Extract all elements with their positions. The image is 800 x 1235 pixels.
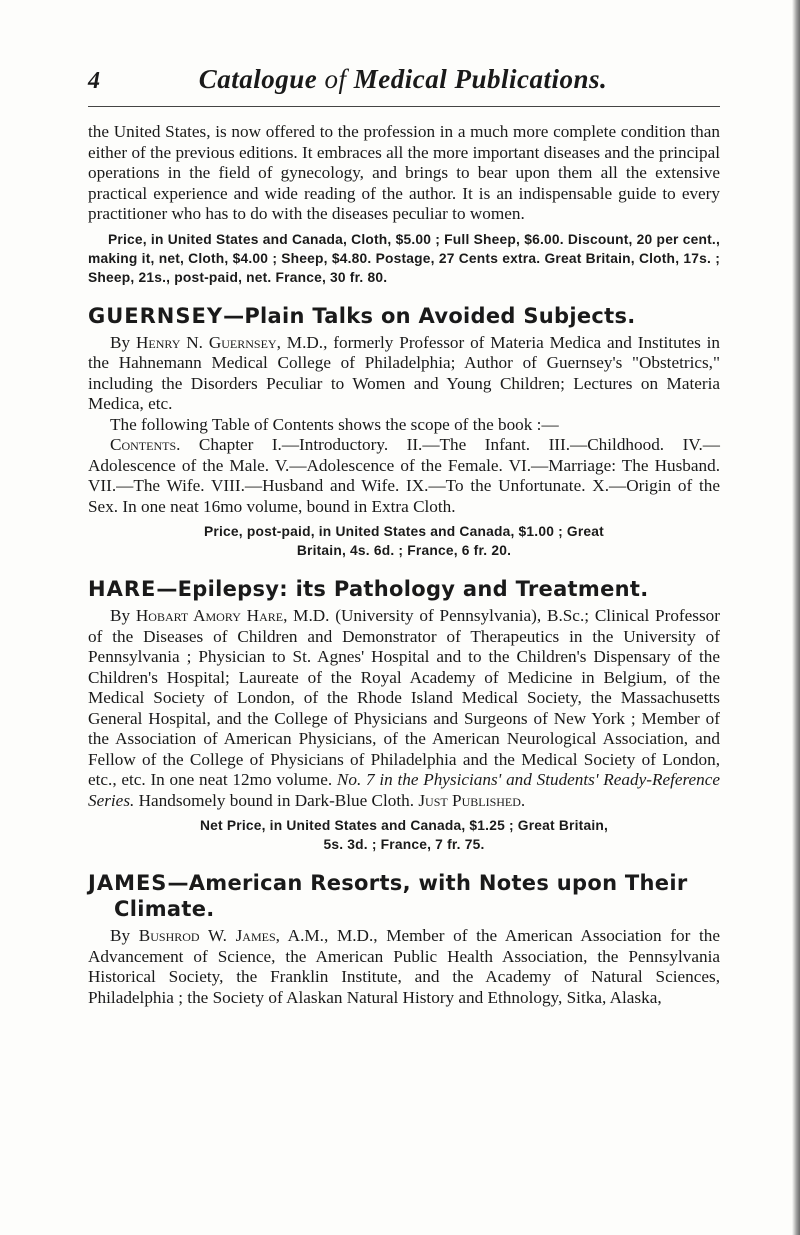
entry-heading-hare bbox=[88, 576, 720, 602]
page-number: 4 bbox=[88, 68, 100, 94]
page-body bbox=[88, 122, 720, 1008]
price-line-1: Price, post-paid, in United States and Canada, $1.00 ; Great bbox=[204, 524, 604, 539]
intro-price: Price, in United States and Canada, Cloth, $5.00 ; Full Sheep, $6.00. Discount, 20 per cent., making it, net, Cloth, $4.00 ; Sheep, $4.80. Postage, 27 Cents extra. Great Britain, Cloth, 17s. ; Sheep, 21s., post-paid, net. France, 30 fr. 80. bbox=[88, 231, 720, 285]
author-name: Bushrod W. James bbox=[138, 926, 276, 945]
author-description: , A.M., M.D., Member of the American Association for the Advancement of Science, the American Public Health Association, the Pennsylvania Historical Society, the Franklin Institute, and the Academy of Natural Sciences, Philadelphia ; the Society of Alaskan Natural History and Ethnology, Sitka, Alaska, bbox=[88, 926, 720, 1007]
entry-author-paragraph bbox=[88, 926, 720, 1008]
price-line-2: Britain, 4s. 6d. ; France, 6 fr. 20. bbox=[296, 543, 512, 558]
entry-scope-paragraph: The following Table of Contents shows the scope of the book :— bbox=[110, 414, 559, 434]
contents-text: Chapter I.—Introductory. II.—The Infant. III.—Childhood. IV.—Adolescence of the Male. V.—Adolescence of the Female. VI.—Marriage: The Husband. VII.—The Wife. VIII.—Husband and Wife. IX.—To the Unfortunate. X.—Origin of the Sex. In one neat 16mo volume, bound in Extra Cloth. bbox=[88, 435, 720, 516]
author-by: By bbox=[110, 606, 131, 625]
entry-surname: GUERNSEY bbox=[88, 303, 224, 328]
entry-heading-james bbox=[88, 870, 720, 922]
author-name: Henry N. Guernsey bbox=[135, 332, 277, 352]
running-title bbox=[88, 64, 718, 95]
running-header bbox=[88, 64, 718, 104]
binding-text: Handsomely bound in Dark-Blue Cloth. bbox=[134, 790, 419, 810]
entry-title-continued: Climate. bbox=[114, 897, 215, 921]
entry-heading-guernsey bbox=[88, 303, 720, 329]
page-edge-shadow bbox=[792, 0, 800, 1235]
price-line-2: 5s. 3d. ; France, 7 fr. 75. bbox=[323, 837, 485, 852]
entry-title: —American Resorts, with Notes upon Their bbox=[167, 871, 688, 895]
author-name: Hobart Amory Hare bbox=[135, 606, 284, 625]
running-title-part1: Catalogue bbox=[198, 64, 318, 94]
entry-author-paragraph bbox=[88, 606, 720, 811]
contents-label: Contents. bbox=[110, 435, 181, 454]
entry-price bbox=[88, 816, 720, 854]
running-title-of: of bbox=[324, 64, 347, 94]
entry-contents-paragraph bbox=[88, 435, 720, 517]
entry-author-paragraph bbox=[88, 333, 720, 415]
entry-surname: JAMES bbox=[88, 871, 168, 895]
author-by: By bbox=[110, 926, 131, 945]
price-line-1: Net Price, in United States and Canada, $1.25 ; Great Britain, bbox=[199, 818, 609, 833]
entry-title: —Plain Talks on Avoided Subjects. bbox=[223, 303, 636, 328]
header-rule bbox=[88, 106, 720, 107]
entry-surname: HARE bbox=[88, 577, 157, 601]
just-published: Just Published. bbox=[418, 790, 526, 810]
entry-price bbox=[88, 522, 720, 560]
intro-paragraph: the United States, is now offered to the profession in a much more complete condition than either of the previous editions. It embraces all the more important diseases and the principal operations in the field of gynecology, and brings to bear upon them all the extensive practical experience and wide reading of the author. It is an indispensable guide to every practitioner who has to do with the diseases peculiar to women. bbox=[88, 122, 720, 223]
author-description: , M.D. (University of Pennsylvania), B.Sc.; Clinical Professor of the Diseases of Children and Demonstrator of Therapeutics in the University of Pennsylvania ; Physician to St. Agnes' Hospital and to the Children's Dispensary of the Children's Hospital; Laureate of the Royal Academy of Medicine in Belgium, of the Medical Society of London, of the Rhode Island Medical Society, the Massachusetts General Hospital, and the College of Physicians and Surgeons of New York ; Member of the Association of American Physicians, of the American Neurological Association, and Fellow of the College of Physicians of Philadelphia and the Medical Society of London, etc., etc. In one neat 12mo volume. bbox=[88, 606, 720, 789]
running-title-part2: Medical Publications. bbox=[353, 64, 608, 94]
author-description: , M.D., formerly Professor of Materia Medica and Institutes in the Hahnemann Medical College of Philadelphia; Author of Guernsey's "Obstetrics," including the Disorders Peculiar to Women and Young Children; Lectures on Materia Medica, etc. bbox=[88, 332, 721, 413]
entry-title: —Epilepsy: its Pathology and Treatment. bbox=[156, 577, 649, 601]
series-name: No. 7 in the Physicians' and Students' Ready-Reference Series. bbox=[88, 770, 721, 810]
author-by: By bbox=[110, 332, 131, 352]
